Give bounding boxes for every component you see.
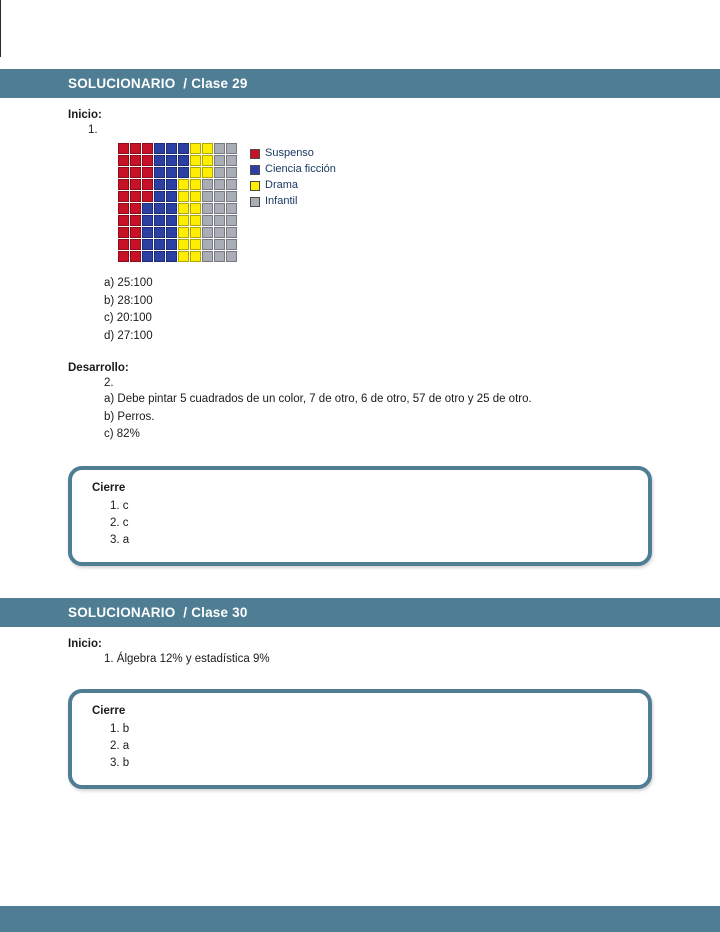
legend-item (250, 178, 336, 193)
waffle-cell (178, 179, 189, 190)
waffle-cell (226, 215, 237, 226)
desarrollo-line-c: c) 82% (104, 428, 140, 440)
inicio-label: Inicio: (68, 638, 102, 650)
waffle-cell (154, 239, 165, 250)
waffle-cell (118, 155, 129, 166)
answer-line-a: a) 25:100 (104, 277, 153, 289)
waffle-cell (214, 215, 225, 226)
waffle-cell (202, 251, 213, 262)
waffle-cell (142, 191, 153, 202)
section-clase-30-content (68, 637, 660, 789)
cierre-item-2: 2. c (110, 516, 129, 529)
waffle-cell (142, 251, 153, 262)
waffle-cell (226, 155, 237, 166)
waffle-cell (154, 143, 165, 154)
waffle-cell (142, 167, 153, 178)
waffle-cell (130, 215, 141, 226)
waffle-cell (214, 191, 225, 202)
waffle-cell (214, 239, 225, 250)
legend-swatch (250, 149, 260, 159)
answer-line-c: c) 20:100 (104, 312, 152, 324)
legend-swatch (250, 165, 260, 175)
waffle-cell (202, 227, 213, 238)
waffle-chart-figure (118, 143, 660, 262)
waffle-cell (226, 251, 237, 262)
waffle-cell (130, 155, 141, 166)
answers-list (104, 275, 660, 345)
waffle-cell (130, 251, 141, 262)
waffle-cell (166, 179, 177, 190)
waffle-cell (202, 191, 213, 202)
waffle-cell (226, 191, 237, 202)
cierre-title: Cierre (92, 705, 126, 717)
waffle-cell (166, 191, 177, 202)
legend-item (250, 146, 336, 161)
waffle-cell (178, 143, 189, 154)
waffle-cell (166, 239, 177, 250)
cierre-box-clase-30 (68, 689, 652, 789)
waffle-cell (178, 251, 189, 262)
section-header-clase-30 (0, 598, 720, 627)
waffle-cell (154, 155, 165, 166)
legend-label: Ciencia ficción (265, 163, 336, 175)
legend-swatch (250, 181, 260, 191)
waffle-cell (178, 167, 189, 178)
waffle-cell (178, 239, 189, 250)
waffle-cell (214, 155, 225, 166)
legend-label: Infantil (265, 195, 298, 207)
chart-legend (250, 146, 336, 209)
desarrollo-lines (104, 391, 660, 444)
waffle-cell (130, 191, 141, 202)
waffle-cell (118, 215, 129, 226)
section-clase-29-content (68, 108, 660, 566)
waffle-cell (166, 227, 177, 238)
waffle-cell (178, 215, 189, 226)
waffle-cell (118, 239, 129, 250)
inicio-label: Inicio: (68, 109, 102, 121)
waffle-cell (166, 215, 177, 226)
answer-line-b: b) 28:100 (104, 294, 153, 307)
cierre-item-2: 2. a (110, 740, 130, 752)
waffle-cell (214, 143, 225, 154)
footer-band (0, 906, 720, 932)
legend-item (250, 162, 336, 177)
waffle-cell (178, 155, 189, 166)
waffle-cell (166, 251, 177, 262)
waffle-cell (154, 167, 165, 178)
waffle-cell (154, 227, 165, 238)
waffle-cell (118, 143, 129, 154)
legend-label: Suspenso (265, 147, 314, 159)
waffle-cell (226, 143, 237, 154)
waffle-cell (202, 239, 213, 250)
cierre-item-3: 3. b (110, 757, 130, 769)
desarrollo-item-number: 2. (104, 377, 114, 389)
desarrollo-line-a: a) Debe pintar 5 cuadrados de un color, 7 de otro, 6 de otro, 57 de otro y 25 de otro. (104, 393, 532, 405)
waffle-cell (190, 239, 201, 250)
waffle-cell (130, 203, 141, 214)
waffle-cell (118, 179, 129, 190)
waffle-cell (202, 179, 213, 190)
waffle-cell (190, 227, 201, 238)
waffle-cell (118, 227, 129, 238)
waffle-cell (190, 191, 201, 202)
desarrollo-label: Desarrollo: (68, 362, 129, 374)
waffle-cell (190, 179, 201, 190)
waffle-cell (214, 251, 225, 262)
left-edge-line (0, 0, 1, 57)
waffle-cell (202, 143, 213, 154)
waffle-cell (154, 203, 165, 214)
desarrollo-line-b: b) Perros. (104, 410, 155, 423)
waffle-cell (154, 251, 165, 262)
waffle-cell (190, 155, 201, 166)
waffle-cell (130, 227, 141, 238)
legend-item (250, 194, 336, 209)
waffle-cell (166, 143, 177, 154)
section-header-title: SOLUCIONARIO / Clase 29 (68, 76, 248, 91)
waffle-cell (214, 179, 225, 190)
cierre-item-1: 1. c (110, 499, 129, 512)
waffle-cell (202, 167, 213, 178)
cierre-box-clase-29 (68, 466, 652, 566)
waffle-cell (142, 227, 153, 238)
cierre-items (110, 721, 632, 772)
waffle-cell (142, 155, 153, 166)
waffle-cell (130, 143, 141, 154)
waffle-cell (154, 191, 165, 202)
waffle-cell (190, 251, 201, 262)
waffle-cell (214, 203, 225, 214)
waffle-cell (166, 155, 177, 166)
waffle-cell (142, 215, 153, 226)
waffle-cell (142, 179, 153, 190)
item-number: 1. (88, 124, 98, 136)
cierre-item-1: 1. b (110, 723, 130, 735)
inicio-answer-line: 1. Álgebra 12% y estadística 9% (104, 653, 270, 665)
waffle-cell (190, 167, 201, 178)
waffle-cell (166, 203, 177, 214)
waffle-cell (178, 203, 189, 214)
waffle-cell (118, 167, 129, 178)
waffle-cell (190, 215, 201, 226)
waffle-cell (142, 203, 153, 214)
waffle-cell (202, 155, 213, 166)
waffle-cell (178, 227, 189, 238)
cierre-title: Cierre (92, 481, 126, 494)
waffle-cell (190, 143, 201, 154)
answer-line-d: d) 27:100 (104, 329, 153, 342)
waffle-cell (130, 179, 141, 190)
cierre-item-3: 3. a (110, 533, 130, 546)
waffle-cell (178, 191, 189, 202)
waffle-cell (190, 203, 201, 214)
waffle-cell (154, 179, 165, 190)
waffle-cell (166, 167, 177, 178)
waffle-cell (214, 227, 225, 238)
cierre-items (110, 498, 632, 549)
waffle-cell (202, 203, 213, 214)
waffle-cell (118, 203, 129, 214)
waffle-cell (154, 215, 165, 226)
waffle-cell (226, 227, 237, 238)
waffle-cell (226, 167, 237, 178)
waffle-cell (226, 203, 237, 214)
waffle-cell (130, 239, 141, 250)
legend-swatch (250, 197, 260, 207)
waffle-grid (118, 143, 237, 262)
legend-label: Drama (265, 179, 299, 191)
waffle-cell (202, 215, 213, 226)
waffle-cell (142, 239, 153, 250)
waffle-cell (214, 167, 225, 178)
waffle-cell (118, 251, 129, 262)
section-header-clase-29 (0, 69, 720, 98)
waffle-cell (130, 167, 141, 178)
waffle-cell (226, 179, 237, 190)
waffle-cell (226, 239, 237, 250)
waffle-cell (118, 191, 129, 202)
waffle-cell (142, 143, 153, 154)
section-header-title: SOLUCIONARIO / Clase 30 (68, 605, 248, 620)
